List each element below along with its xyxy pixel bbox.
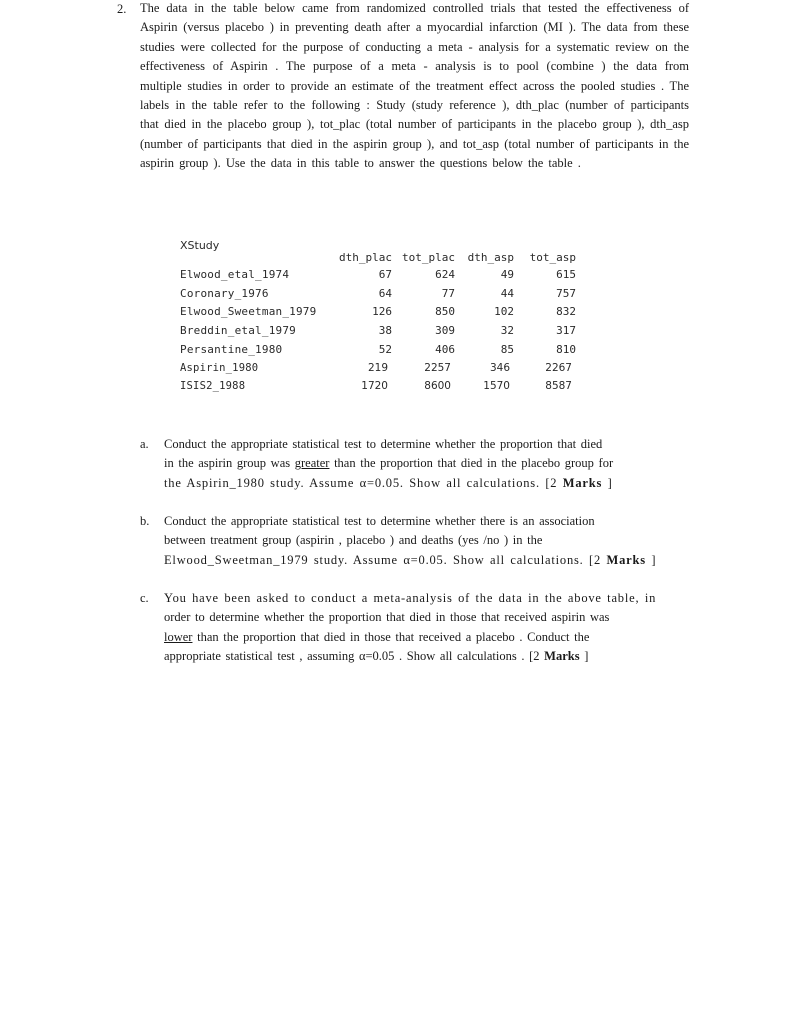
cell-tot-plac: 624 [435, 268, 455, 281]
table-header [178, 251, 588, 269]
table-row [178, 287, 588, 306]
study-name: ISIS2_1988 [180, 380, 246, 393]
part-a-line3: the Aspirin_1980 study. Assume α=0.05. Show all calculations. [2 Marks ] [164, 475, 613, 490]
cell-tot-plac: 309 [435, 324, 455, 338]
cell-dth-plac: 64 [378, 286, 392, 300]
cell-tot-plac: 850 [435, 305, 455, 319]
cell-dth-asp: 44 [500, 286, 514, 300]
header-tot-plac: tot_plac [402, 251, 455, 264]
table-corner-label: XStudy [180, 239, 220, 252]
question-number: 2. [117, 2, 127, 16]
part-a-line1: Conduct the appropriate statistical test to determine whether the proportion that died [164, 437, 603, 451]
cell-dth-plac: 126 [372, 305, 392, 319]
study-name: Elwood_Sweetman_1979 [180, 305, 317, 319]
cell-dth-asp: 49 [500, 268, 514, 281]
part-b-line2: between treatment group (aspirin , placebo ) and deaths (yes /no ) in the [164, 533, 543, 548]
cell-tot-asp: 757 [556, 286, 576, 300]
cell-tot-asp: 832 [556, 305, 576, 319]
cell-dth-asp: 1570 [483, 380, 510, 393]
emphasis-greater: greater [294, 456, 330, 471]
part-a-label: a. [140, 437, 149, 451]
part-c-line3: lower than the proportion that died in those that received a placebo . Conduct the [164, 629, 590, 644]
header-tot-asp: tot_asp [529, 251, 576, 264]
cell-tot-plac: 77 [441, 286, 455, 300]
part-b-line1: Conduct the appropriate statistical test to determine whether there is an association [164, 514, 595, 528]
part-b-line3: Elwood_Sweetman_1979 study. Assume α=0.05. Show all calculations. [2 Marks ] [164, 552, 657, 567]
table-row [178, 343, 588, 362]
study-name: Aspirin_1980 [180, 361, 259, 374]
cell-tot-plac: 2257 [424, 361, 451, 374]
study-name: Elwood_etal_1974 [180, 268, 290, 281]
part-b-label: b. [140, 514, 150, 528]
cell-tot-asp: 317 [556, 324, 576, 338]
part-c-line1: You have been asked to conduct a meta-analysis of the data in the above table, in [164, 591, 657, 605]
table-row [178, 268, 588, 287]
study-name: Coronary_1976 [180, 286, 269, 300]
cell-dth-plac: 52 [378, 342, 392, 356]
cell-dth-plac: 38 [378, 324, 392, 338]
question-intro: The data in the table below came from randomized controlled trials that tested the effectiveness of Aspirin (versus placebo ) in preventing death after a myocardial infarction (MI ). The data from these studies were collected for the purpose of conducting a meta - analysis for a systematic review on the effectiveness of Aspirin . The purpose of a meta - analysis is to pool (combine ) the data from multiple studies in order to provide an estimate of the treatment effect across the pooled studies . The labels in the table refer to the following : Study (study reference ), dth_plac (number of participants that died in the placebo group ), tot_plac (total number of participants in the placebo group ), dth_asp (number of participants that died in the aspirin group ), and tot_asp (total number of participants in the aspirin group ). Use the data in this table to answer the questions below the table . [140, 1, 689, 171]
cell-dth-plac: 67 [378, 268, 392, 281]
table-row [178, 305, 588, 324]
part-b-text [164, 512, 692, 570]
cell-dth-asp: 85 [500, 342, 514, 356]
cell-dth-asp: 102 [494, 305, 514, 319]
cell-tot-plac: 406 [435, 342, 455, 356]
cell-tot-asp: 8587 [545, 380, 572, 393]
cell-dth-plac: 1720 [361, 380, 388, 393]
study-name: Persantine_1980 [180, 342, 283, 356]
cell-tot-plac: 8600 [424, 380, 451, 393]
part-c-label: c. [140, 591, 149, 605]
part-a-text [164, 435, 692, 493]
part-c-line2: order to determine whether the proportion that died in those that received aspirin was [164, 610, 610, 625]
part-c-text [164, 589, 692, 667]
table-row [178, 362, 588, 381]
cell-tot-asp: 615 [556, 268, 576, 281]
header-dth-plac: dth_plac [339, 251, 392, 264]
cell-tot-asp: 2267 [545, 361, 572, 374]
cell-tot-asp: 810 [556, 342, 576, 356]
header-dth-asp: dth_asp [467, 251, 514, 264]
table-row [178, 380, 588, 399]
cell-dth-plac: 219 [367, 361, 388, 374]
cell-dth-asp: 346 [489, 361, 510, 374]
part-c-line4: appropriate statistical test , assuming α=0.05 . Show all calculations . [2 Marks ] [164, 649, 589, 664]
emphasis-lower: lower [164, 629, 193, 644]
table-row [178, 324, 588, 343]
cell-dth-asp: 32 [500, 324, 514, 338]
part-a-line2: in the aspirin group was greater than the proportion that died in the placebo group for [164, 456, 614, 471]
study-name: Breddin_etal_1979 [180, 324, 296, 338]
